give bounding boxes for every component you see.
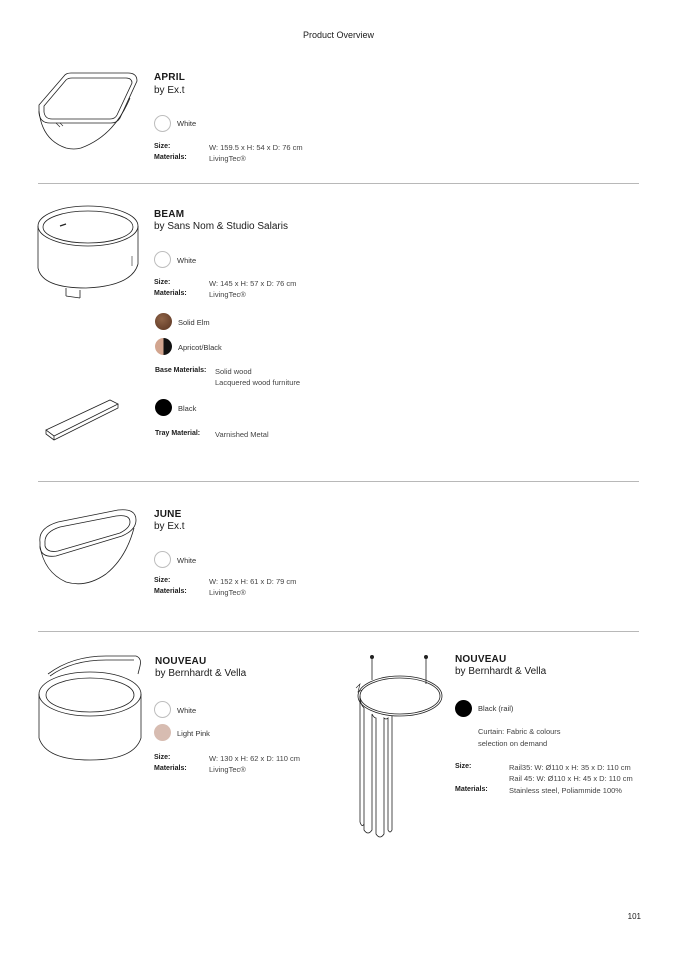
size-value: Rail35: W: Ø110 x H: 35 x D: 110 cm <box>509 763 631 772</box>
materials-value: Stainless steel, Poliammide 100% <box>509 786 622 795</box>
product-designer-nouveau-bathtub: by Bernhardt & Vella <box>155 668 247 679</box>
base-finish-swatch-solid-elm[interactable] <box>155 313 172 330</box>
size-label: Size: <box>455 763 472 770</box>
base-materials-label: Base Materials: <box>155 367 207 374</box>
section-divider <box>38 481 639 482</box>
materials-label: Materials: <box>455 786 488 793</box>
finish-label: White <box>177 256 197 265</box>
tray-material-value: Varnished Metal <box>215 430 269 439</box>
finish-swatch-white[interactable] <box>154 551 171 568</box>
base-materials-value: Solid wood <box>215 367 252 376</box>
size-value: W: 159.5 x H: 54 x D: 76 cm <box>209 143 303 152</box>
product-designer-nouveau-rail: by Bernhardt & Vella <box>455 666 547 677</box>
size-value: Rail 45: W: Ø110 x H: 45 x D: 110 cm <box>509 774 633 783</box>
materials-value: LivingTec® <box>209 765 246 774</box>
product-designer-june: by Ex.t <box>154 521 185 532</box>
nouveau-curtain-rail-illustration <box>350 654 444 840</box>
section-divider <box>38 631 639 632</box>
base-finish-swatch-apricot-black[interactable] <box>155 338 172 355</box>
base-finish-label: Solid Elm <box>178 318 210 327</box>
size-label: Size: <box>154 279 171 286</box>
materials-value: LivingTec® <box>209 290 246 299</box>
materials-label: Materials: <box>154 588 187 595</box>
april-bathtub-illustration <box>36 68 142 152</box>
product-name-june: JUNE <box>154 509 182 520</box>
tray-finish-label: Black <box>178 404 197 413</box>
product-name-april: APRIL <box>154 72 185 83</box>
tray-finish-swatch-black[interactable] <box>155 399 172 416</box>
finish-swatch-light-pink[interactable] <box>154 724 171 741</box>
product-name-beam: BEAM <box>154 209 185 220</box>
size-label: Size: <box>154 143 171 150</box>
materials-label: Materials: <box>154 154 187 161</box>
june-bathtub-illustration <box>36 508 140 588</box>
nouveau-bathtub-illustration <box>36 652 146 764</box>
section-divider <box>38 183 639 184</box>
finish-label: White <box>177 556 197 565</box>
product-designer-beam: by Sans Nom & Studio Salaris <box>154 221 288 232</box>
materials-label: Materials: <box>154 765 187 772</box>
materials-value: LivingTec® <box>209 154 246 163</box>
base-materials-value: Lacquered wood furniture <box>215 378 301 387</box>
size-value: W: 130 x H: 62 x D: 110 cm <box>209 754 301 763</box>
materials-label: Materials: <box>154 290 187 297</box>
tray-material-label: Tray Material: <box>155 430 201 437</box>
size-label: Size: <box>154 577 171 584</box>
finish-swatch-white[interactable] <box>154 701 171 718</box>
finish-label: Light Pink <box>177 729 210 738</box>
product-name-nouveau-rail: NOUVEAU <box>455 654 507 665</box>
beam-tray-illustration <box>44 398 120 442</box>
rail-finish-swatch-black[interactable] <box>455 700 472 717</box>
finish-swatch-white[interactable] <box>154 115 171 132</box>
curtain-note: Curtain: Fabric & colours <box>478 727 561 736</box>
finish-label: White <box>177 119 197 128</box>
size-value: W: 145 x H: 57 x D: 76 cm <box>209 279 297 288</box>
page-header-title: Product Overview <box>302 30 375 40</box>
rail-finish-label: Black (rail) <box>478 704 514 713</box>
page-number: 101 <box>627 912 641 921</box>
product-designer-april: by Ex.t <box>154 85 185 96</box>
size-value: W: 152 x H: 61 x D: 79 cm <box>209 577 297 586</box>
finish-label: White <box>177 706 197 715</box>
product-name-nouveau-bathtub: NOUVEAU <box>155 656 207 667</box>
beam-bathtub-illustration <box>36 204 144 300</box>
finish-swatch-white[interactable] <box>154 251 171 268</box>
materials-value: LivingTec® <box>209 588 246 597</box>
size-label: Size: <box>154 754 171 761</box>
curtain-note: selection on demand <box>478 739 548 748</box>
base-finish-label: Apricot/Black <box>178 343 222 352</box>
